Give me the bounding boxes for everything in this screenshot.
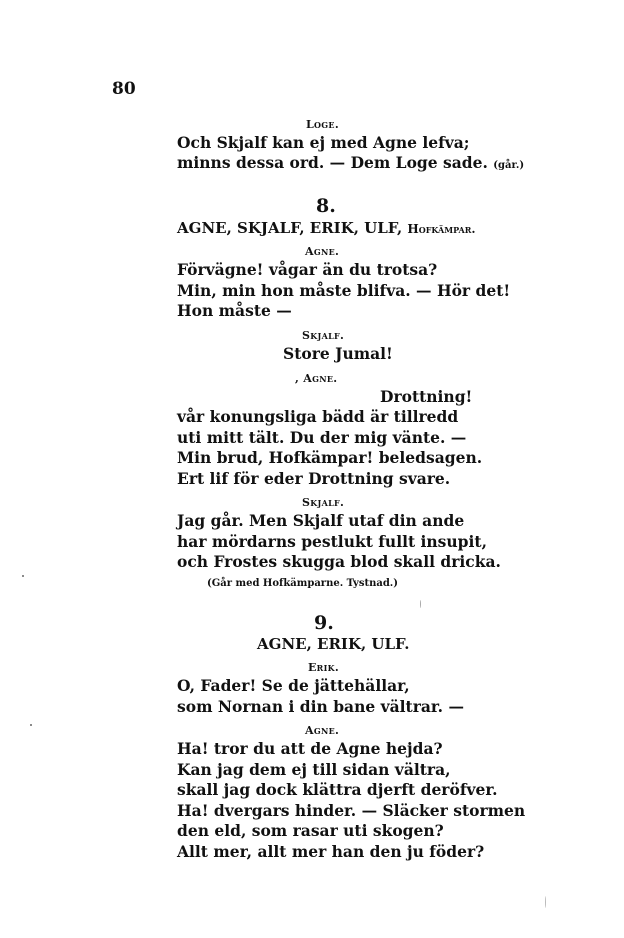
print-mark: ,	[295, 372, 300, 385]
verse-line: och Frostes skugga blod skall dricka.	[177, 552, 501, 571]
verse-line: Kan jag dem ej till sidan vältra,	[177, 760, 451, 779]
scene-cast: AGNE, ERIK, ULF.	[257, 635, 410, 653]
scene-number: 9.	[314, 612, 334, 634]
verse-line: Jag går. Men Skjalf utaf din ande	[177, 511, 465, 530]
speaker-agne: Agne.	[305, 724, 340, 737]
verse-line: O, Fader! Se de jättehällar,	[177, 676, 410, 695]
scan-speck	[420, 600, 421, 608]
verse-line: Drottning!	[380, 387, 473, 406]
verse-line: Min brud, Hofkämpar! beledsagen.	[177, 448, 483, 467]
stage-direction: (Går med Hofkämparne. Tystnad.)	[207, 578, 399, 589]
scene-number: 8.	[316, 195, 336, 217]
speaker-skjalf: Skjalf.	[302, 496, 345, 509]
verse-line: Ha! dvergars hinder. — Släcker stormen	[177, 801, 526, 820]
cast-names: AGNE, SKJALF, ERIK, ULF,	[177, 219, 403, 237]
speaker-name: Agne.	[303, 372, 338, 385]
verse-line: Min, min hon måste blifva. — Hör det!	[177, 281, 511, 300]
speaker-skjalf: Skjalf.	[302, 329, 345, 342]
verse-line: Ha! tror du att de Agne hejda?	[177, 739, 443, 758]
speaker-erik: Erik.	[308, 661, 340, 674]
verse-line: skall jag dock klättra djerft deröfver.	[177, 780, 498, 799]
verse-line: Och Skjalf kan ej med Agne lefva;	[177, 133, 470, 152]
verse-line: Hon måste —	[177, 301, 292, 320]
scan-speck	[30, 724, 32, 726]
verse-line: Ert lif för eder Drottning svare.	[177, 469, 451, 488]
speaker-loge: Loge.	[306, 118, 339, 131]
stage-direction: (går.)	[493, 160, 525, 171]
verse-line: har mördarns pestlukt fullt insupit,	[177, 532, 487, 551]
verse-line: vår konungsliga bädd är tillredd	[177, 407, 459, 426]
verse-line: uti mitt tält. Du der mig vänte. —	[177, 428, 467, 447]
scan-speck	[545, 896, 546, 908]
scan-speck	[22, 575, 24, 577]
verse-line: som Nornan i din bane vältrar. —	[177, 697, 464, 716]
verse-line: den eld, som rasar uti skogen?	[177, 821, 444, 840]
verse-line	[177, 155, 524, 171]
verse-text: minns dessa ord. — Dem Loge sade.	[177, 153, 488, 172]
verse-line: Förvägne! vågar än du trotsa?	[177, 260, 438, 279]
page-number: 80	[112, 79, 136, 99]
cast-group: Hofkämpar.	[407, 222, 476, 236]
verse-line: Store Jumal!	[283, 344, 393, 363]
speaker-agne	[295, 373, 337, 384]
speaker-agne: Agne.	[305, 245, 340, 258]
verse-line: Allt mer, allt mer han den ju föder?	[177, 842, 485, 861]
scene-cast	[177, 221, 476, 236]
